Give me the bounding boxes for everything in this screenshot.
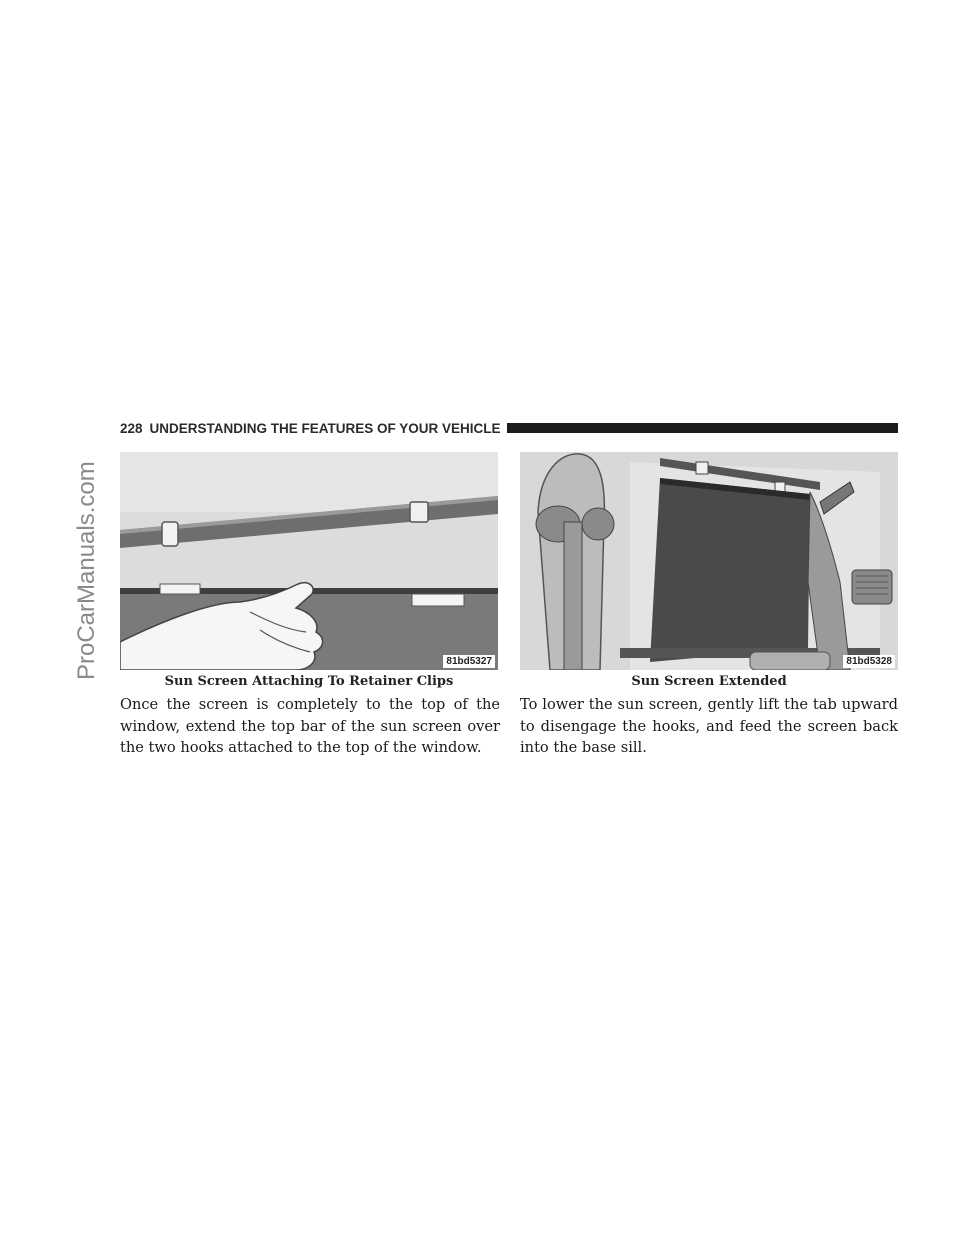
page-header xyxy=(120,418,898,438)
figure-caption: Sun Screen Attaching To Retainer Clips xyxy=(164,674,454,689)
figure-caption: Sun Screen Extended xyxy=(631,674,787,689)
watermark: ProCarManuals.com xyxy=(73,461,100,680)
header-rule xyxy=(507,423,898,433)
body-paragraph: To lower the sun screen, gently lift the tab upward to disengage the hooks, and feed the screen back into the base sill. xyxy=(520,696,898,756)
figure-code: 81bd5327 xyxy=(443,655,495,668)
figure-retainer-clips xyxy=(120,452,498,670)
retainer-clips-illustration xyxy=(120,452,498,670)
figure-screen-extended xyxy=(520,452,898,670)
page-number: 228 xyxy=(120,420,143,436)
figure-code: 81bd5328 xyxy=(843,655,895,668)
section-title: UNDERSTANDING THE FEATURES OF YOUR VEHICLE xyxy=(149,420,501,436)
body-paragraph: Once the screen is completely to the top of the window, extend the top bar of the sun screen over the two hooks attached to the top of the window. xyxy=(120,696,500,756)
screen-extended-illustration xyxy=(520,452,898,670)
